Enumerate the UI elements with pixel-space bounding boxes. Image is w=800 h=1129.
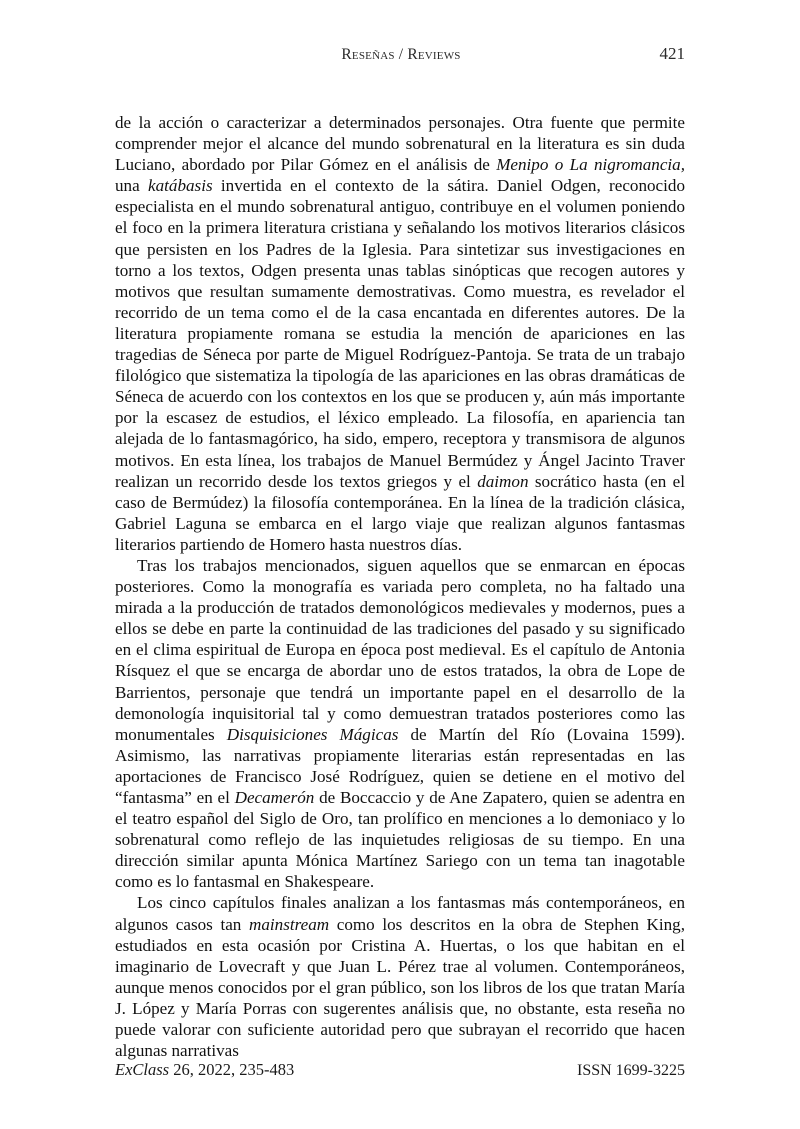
footer-citation [115,1060,294,1080]
page-footer [115,1060,685,1084]
footer-issn: ISSN 1699-3225 [576,1062,685,1079]
page-number: 421 [659,44,685,63]
italic-run: Menipo o La nigromancia, [496,155,686,175]
running-head [115,44,685,66]
italic-run: katábasis [148,176,213,196]
text-run: Los cinco capítulos finales analizan a los fantasmas más contemporáneos, en algunos casos tan [115,893,685,934]
paragraph [115,112,685,555]
body-text-block [115,112,685,1061]
italic-run: mainstream [249,914,330,934]
text-run: de la acción o caracterizar a determinados personajes. Otra fuente que permite comprender mejor el alcance del mundo sobrenatural en la literatura es sin duda Luciano, abordado por Pilar Gómez en el análisis de [115,113,685,175]
text-run: invertida en el contexto de la sátira. Daniel Odgen, reconocido especialista en el mundo sobrenatural antiguo, contribuye en el volumen poniendo el foco en la primera literatura cristiana y señalando los motivos literarios clásicos que persisten en los Padres de la Iglesia. Para sintetizar sus investigaciones en torno a los textos, Odgen presenta unas tablas sinópticas que recogen autores y motivos que resultan sumamente demostrativas. Como muestra, es revelador el recorrido de un tema como el de la casa encantada en diferentes autores. De la literatura propiamente romana se estudia la mención de apariciones en las tragedias de Séneca por parte de Miguel Rodríguez-Pantoja. Se trata de un trabajo filológico que sistematiza la tipología de las apariciones en las obras dramáticas de Séneca de acuerdo con los contextos en los que se producen y, aún más importante por la escasez de estudios, el léxico empleado. La filosofía, en apariencia tan alejada de lo fantasmagórico, ha sido, empero, receptora y transmisora de algunos motivos. En esta línea, los trabajos de Manuel Bermúdez y Ángel Jacinto Traver realizan un recorrido desde los textos griegos y el [115,176,685,491]
text-run: una [115,176,149,196]
paragraph [115,555,685,893]
text-run: de Martín del Río (Lovaina 1599). Asimismo, las narrativas propiamente literarias están representadas en las aportaciones de Francisco José Rodríguez, quien se detiene en el motivo del “fantasma” en el [115,724,685,807]
journal-title: ExClass [115,1060,170,1079]
text-run: de Boccaccio y de Ane Zapatero, quien se adentra en el teatro español del Siglo de Oro, tan prolífico en menciones a lo demoniaco y lo sobrenatural como reflejo de las inquietudes religiosas de su tiempo. En una dirección similar apunta Mónica Martínez Sariego con un tema tan inagotable como es lo fantasmal en Shakespeare. [115,788,686,892]
running-head-title: Reseñas / Reviews [341,46,461,63]
journal-volume-pages: 26, 2022, 235-483 [169,1060,295,1079]
text-run: como los descritos en la obra de Stephen King, estudiados en esta ocasión por Cristina A. Huertas, o los que habitan en el imaginario de Lovecraft y que Juan L. Pérez trae al volumen. Contemporáneos, aunque menos conocidos por el gran público, son los libros de los que tratan María J. López y María Porras con sugerentes análisis que, no obstante, esta reseña no puede valorar con suficiente autoridad pero que subrayan el recorrido que hacen algunas narrativas [115,914,685,1061]
paragraph [115,892,685,1061]
italic-run: Disquisiciones Mágicas [226,724,399,744]
text-run: Tras los trabajos mencionados, siguen aquellos que se enmarcan en épocas posteriores. Como la monografía es variada pero completa, no ha faltado una mirada a la producción de tratados demonológicos medievales y modernos, pues a ellos se debe en parte la continuidad de las tradiciones del pasado y su significado en el clima espiritual de Europa en época post medieval. Es el capítulo de Antonia Rísquez el que se encarga de abordar uno de estos tratados, la obra de Lope de Barrientos, personaje que tendrá un importante papel en el desarrollo de la demonología inquisitorial tal y como demuestran tratados posteriores como las monumentales [115,555,685,744]
italic-run: Decamerón [234,788,315,807]
text-run: socrático hasta (en el caso de Bermúdez) la filosofía contemporánea. En la línea de la tradición clásica, Gabriel Laguna se embarca en el largo viaje que realizan algunos fantasmas literarios partiendo de Homero hasta nuestros días. [115,471,686,554]
italic-run: daimon [477,471,529,491]
